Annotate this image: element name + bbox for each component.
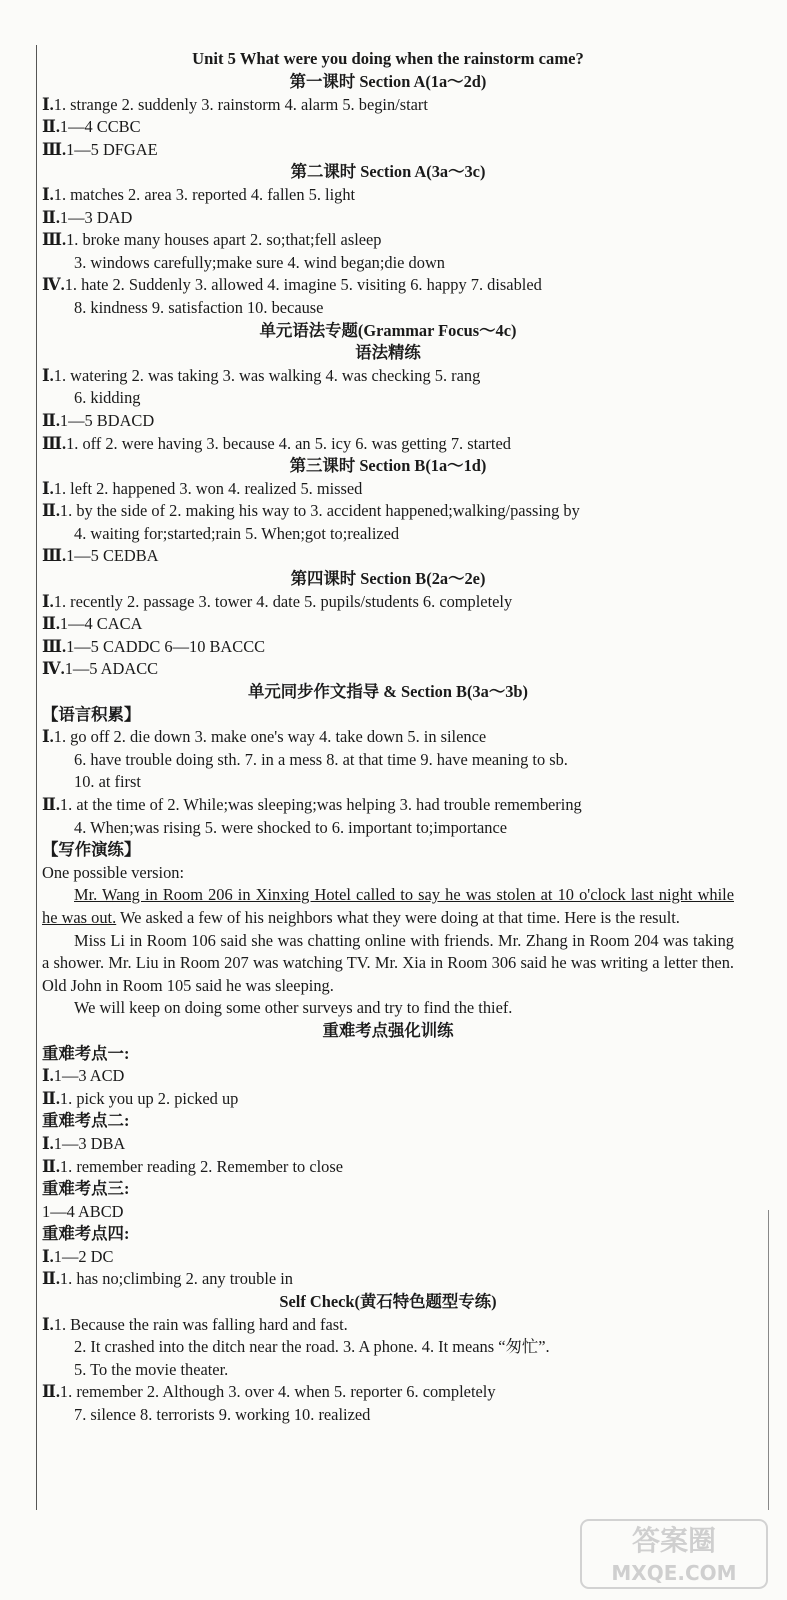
answer-line: Ⅱ.1—4 CCBC <box>42 117 141 137</box>
answer-line: Ⅰ.1. go off 2. die down 3. make one's way 4. take down 5. in silence <box>42 727 487 747</box>
answer-line: Ⅲ.1. broke many houses apart 2. so;that;fell asleep <box>42 230 382 250</box>
answer-line: Ⅰ.1. left 2. happened 3. won 4. realized 5. missed <box>42 478 363 498</box>
answer-line: 6. have trouble doing sth. 7. in a mess 8. at that time 9. have meaning to sb. <box>74 749 568 769</box>
section-heading: 第二课时 Section A(3a～3c) <box>290 162 486 182</box>
answer-line: 2. It crashed into the ditch near the road. 3. A phone. 4. It means “匆忙”. <box>74 1337 550 1357</box>
answer-line: Ⅲ.1. off 2. were having 3. because 4. an 5. icy 6. was getting 7. started <box>42 433 511 453</box>
key-point-label: 重难考点四: <box>42 1224 130 1244</box>
answer-line: Ⅱ.1. at the time of 2. While;was sleeping;was helping 3. had trouble remembering <box>42 795 582 814</box>
section-heading: 第四课时 Section B(2a～2e) <box>290 569 486 589</box>
answer-line: Ⅰ.1. matches 2. area 3. reported 4. fallen 5. light <box>42 184 356 204</box>
answer-line: Ⅱ.1—4 CACA <box>42 614 143 634</box>
essay-paragraph: Miss Li in Room 106 said she was chatting online with friends. Mr. Zhang in Room 204 was taking a shower. Mr. Liu in Room 207 was watching TV. Mr. Xia in Room 306 said he was writing a letter then. Old John in Room 105 said he was sleeping. <box>42 930 734 995</box>
answer-line: Ⅲ.1—5 DFGAE <box>42 139 158 159</box>
answer-line: Ⅱ.1. remember reading 2. Remember to close <box>42 1156 344 1176</box>
answer-line: Ⅰ.1—3 DBA <box>42 1133 126 1153</box>
answer-line: Ⅱ.1. remember 2. Although 3. over 4. when 5. reporter 6. completely <box>42 1382 496 1402</box>
section-heading: Self Check(黄石特色题型专练) <box>279 1292 497 1312</box>
key-point-label: 重难考点一: <box>42 1043 130 1063</box>
essay-paragraph: We will keep on doing some other surveys and try to find the thief. <box>74 998 513 1018</box>
section-heading: 第一课时 Section A(1a～2d) <box>289 72 487 91</box>
unit-title: Unit 5 What were you doing when the rainstorm came? <box>192 49 584 68</box>
answer-line: 1—4 ABCD <box>42 1201 124 1221</box>
answer-line: Ⅱ.1—5 BDACD <box>42 410 155 430</box>
section-subheading: 语法精练 <box>355 343 421 363</box>
answer-line: Ⅳ.1. hate 2. Suddenly 3. allowed 4. imagine 5. visiting 6. happy 7. disabled <box>42 275 542 295</box>
answer-line: Ⅱ.1—3 DAD <box>42 207 133 227</box>
answer-line: Ⅳ.1—5 ADACC <box>42 659 159 679</box>
section-heading: 单元语法专题(Grammar Focus～4c) <box>259 320 517 340</box>
bracket-heading: 【语言积累】 <box>42 704 141 724</box>
answer-line: Ⅰ.1—3 ACD <box>42 1066 125 1086</box>
answer-line: Ⅰ.1—2 DC <box>42 1246 114 1266</box>
answer-line: 8. kindness 9. satisfaction 10. because <box>74 297 324 317</box>
left-margin-rule <box>36 45 37 1510</box>
answer-content <box>42 47 734 1427</box>
essay-paragraph: Mr. Wang in Room 206 in Xinxing Hotel called to say he was stolen at 10 o'clock last night while he was out. We asked a few of his neighbors what they were doing at that time. Here is the result. <box>42 885 734 927</box>
answer-line: Ⅱ.1. by the side of 2. making his way to 3. accident happened;walking/passing by <box>42 501 580 521</box>
essay-intro: One possible version: <box>42 862 185 882</box>
answer-line: 10. at first <box>74 772 141 792</box>
key-point-label: 重难考点三: <box>42 1179 130 1199</box>
answer-line: Ⅱ.1. has no;climbing 2. any trouble in <box>42 1269 294 1289</box>
answer-line: 7. silence 8. terrorists 9. working 10. realized <box>74 1405 371 1425</box>
answer-line: Ⅰ.1. recently 2. passage 3. tower 4. date 5. pupils/students 6. completely <box>42 591 513 611</box>
watermark-text: 答案圈 MXQE.COM <box>611 1524 737 1585</box>
answer-line: Ⅰ.1. Because the rain was falling hard and fast. <box>42 1314 348 1334</box>
section-heading: 第三课时 Section B(1a～1d) <box>289 456 487 476</box>
answer-line: 3. windows carefully;make sure 4. wind began;die down <box>74 252 445 272</box>
watermark-logo <box>579 1518 769 1590</box>
answer-line: 5. To the movie theater. <box>74 1359 229 1379</box>
answer-line: Ⅰ.1. strange 2. suddenly 3. rainstorm 4. alarm 5. begin/start <box>42 94 428 114</box>
answer-line: 4. When;was rising 5. were shocked to 6. important to;importance <box>74 817 508 837</box>
key-point-label: 重难考点二: <box>42 1111 130 1131</box>
right-margin-rule <box>768 1210 769 1510</box>
answer-line: 6. kidding <box>74 388 141 408</box>
answer-line: Ⅲ.1—5 CADDC 6—10 BACCC <box>42 636 266 656</box>
section-heading: 重难考点强化训练 <box>322 1020 454 1040</box>
answer-line: Ⅲ.1—5 CEDBA <box>42 546 159 566</box>
section-heading: 单元同步作文指导 & Section B(3a～3b) <box>247 682 528 702</box>
answer-line: Ⅱ.1. pick you up 2. picked up <box>42 1088 239 1108</box>
bracket-heading: 【写作演练】 <box>42 840 141 860</box>
answer-line: Ⅰ.1. watering 2. was taking 3. was walking 4. was checking 5. rang <box>42 365 481 385</box>
answer-line: 4. waiting for;started;rain 5. When;got to;realized <box>74 523 400 543</box>
